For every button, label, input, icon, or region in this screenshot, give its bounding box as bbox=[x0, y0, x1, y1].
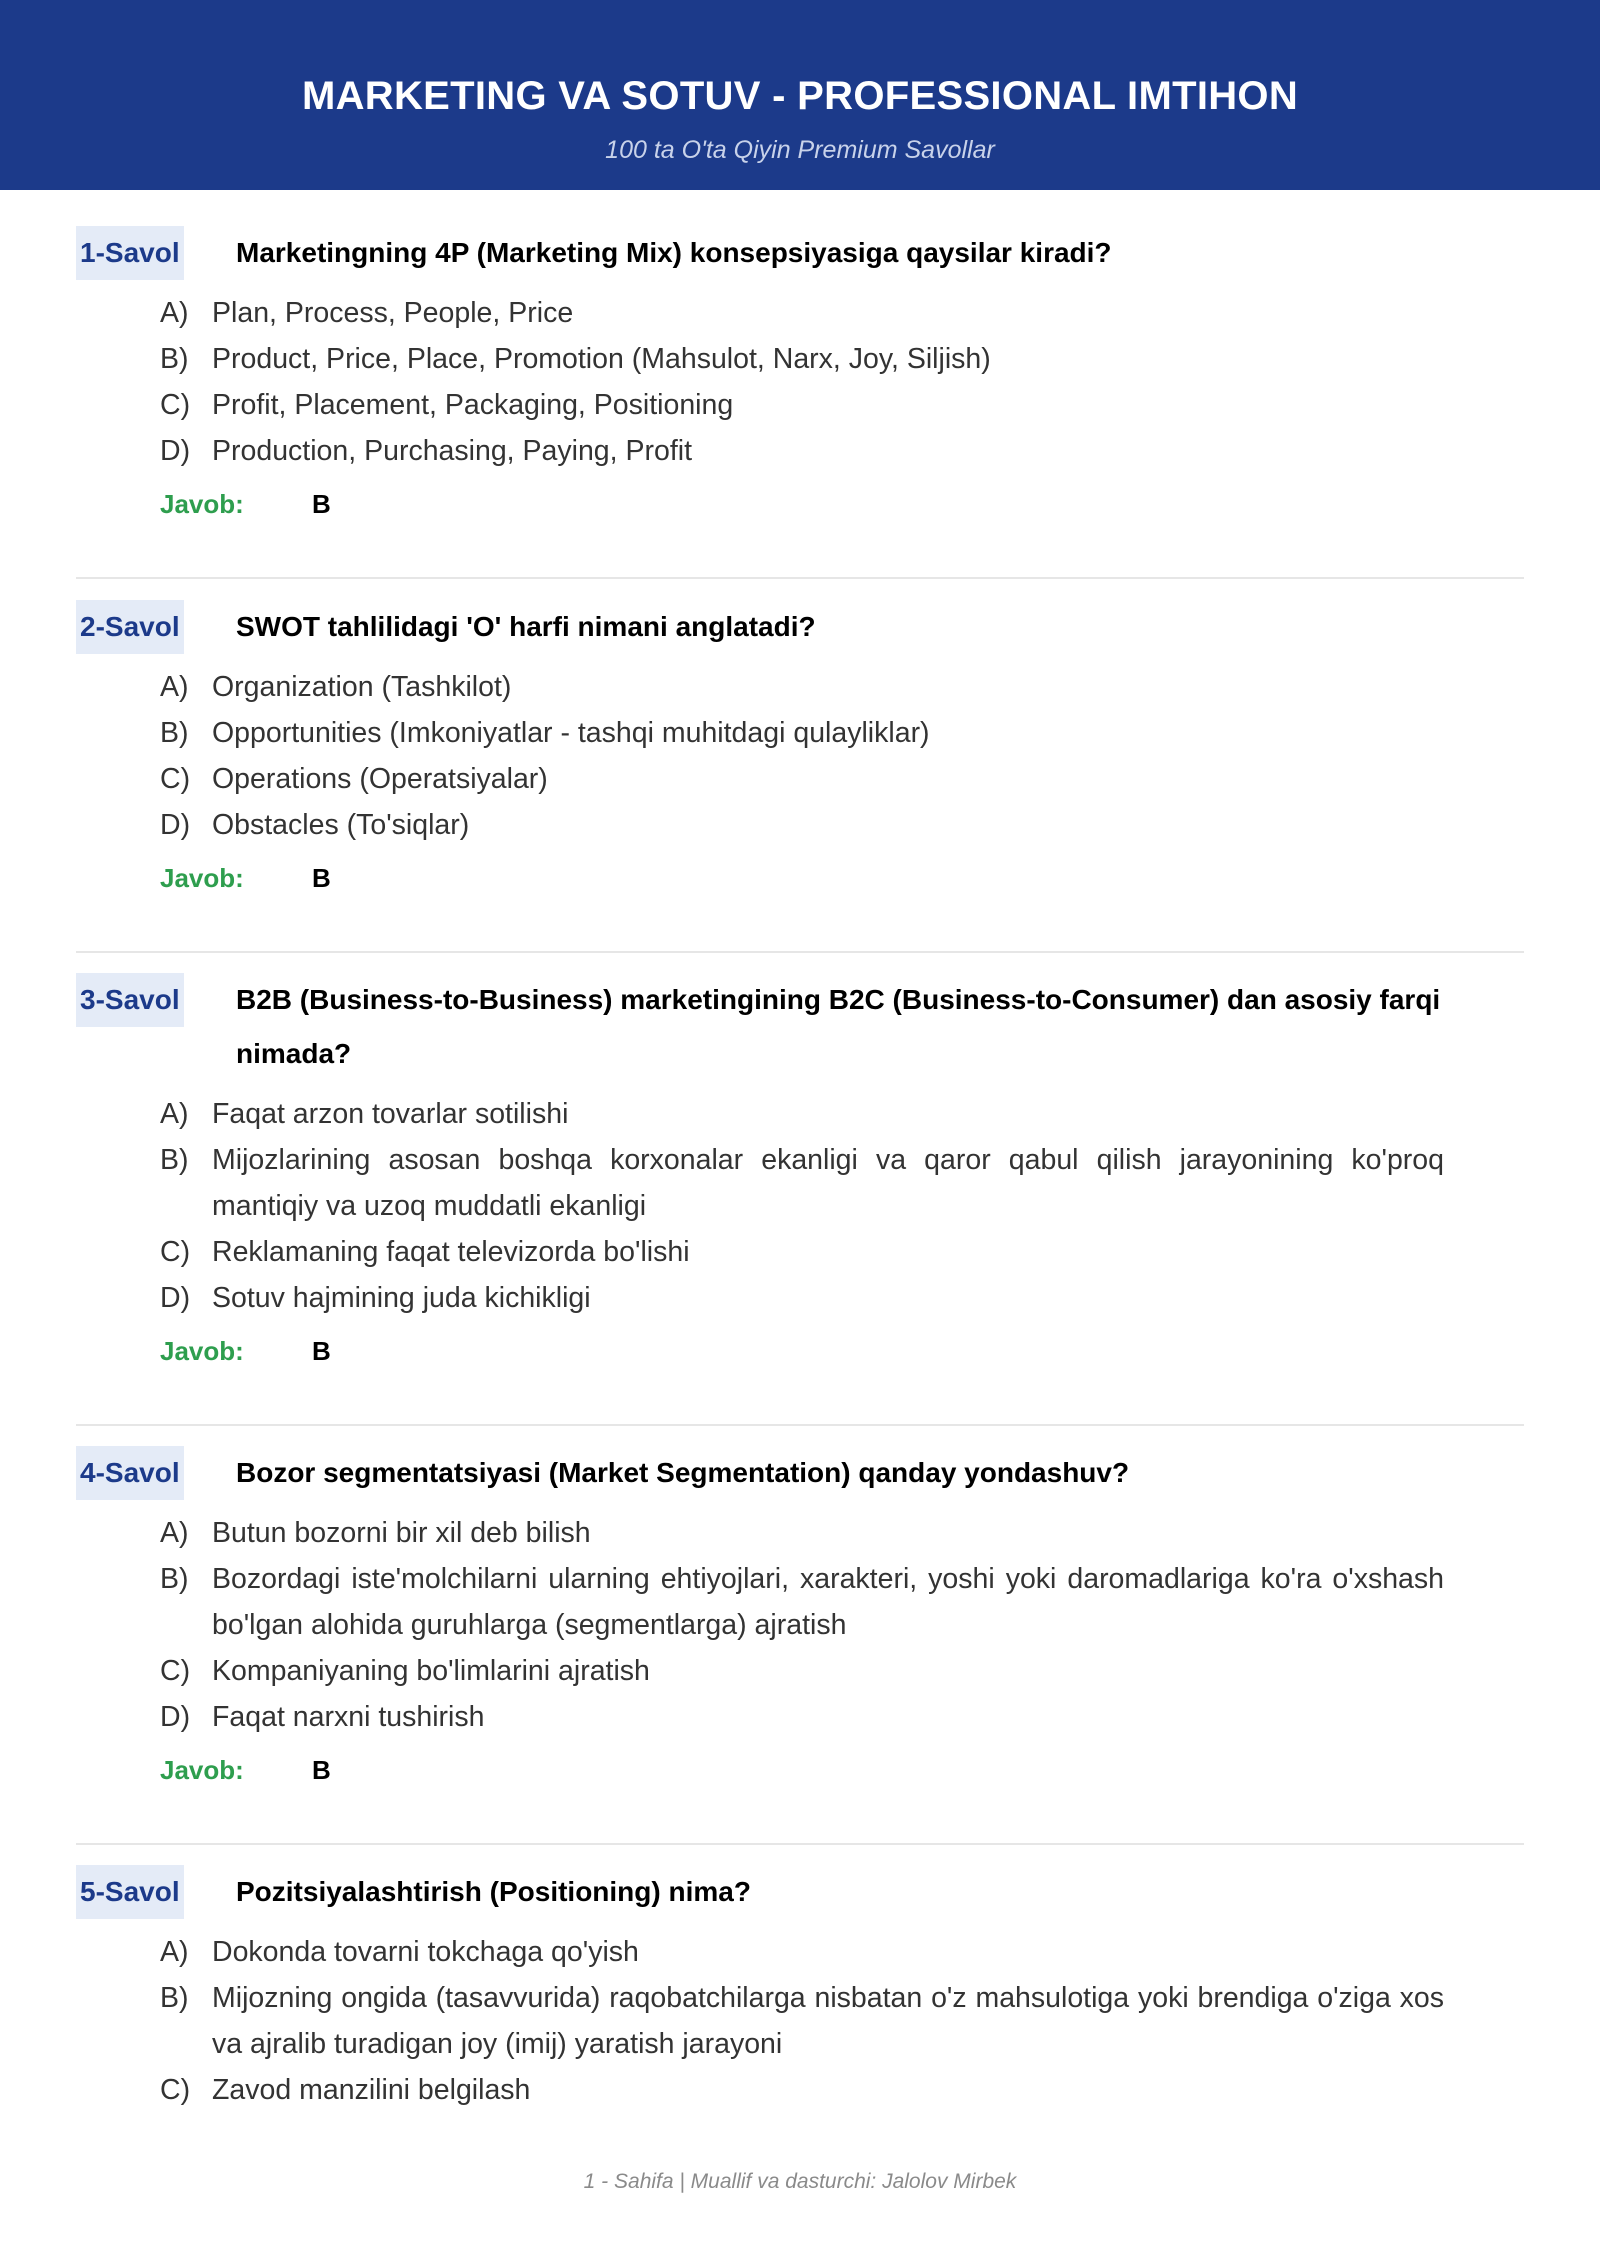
option-text: Kompaniyaning bo'limlarini ajratish bbox=[212, 1655, 650, 1687]
option-text: Operations (Operatsiyalar) bbox=[212, 763, 548, 795]
option-text: Dokonda tovarni tokchaga qo'yish bbox=[212, 1936, 639, 1968]
option-item bbox=[76, 2067, 1524, 2113]
question-block bbox=[76, 1865, 1524, 2113]
option-item bbox=[76, 336, 1524, 382]
option-text: Obstacles (To'siqlar) bbox=[212, 809, 470, 841]
page-footer: 1 - Sahifa | Muallif va dasturchi: Jalolov Mirbek bbox=[583, 2170, 1017, 2193]
option-letter: B) bbox=[160, 1563, 189, 1595]
option-text: Mijozlarining asosan boshqa korxonalar ekanligi va qaror qabul qilish jarayonining ko'proq mantiqiy va uzoq muddatli ekanligi bbox=[212, 1144, 1444, 1222]
option-item bbox=[76, 1694, 1524, 1740]
question-text: B2B (Business-to-Business) marketingining B2C (Business-to-Consumer) dan asosiy farqi nimada? bbox=[236, 984, 1441, 1069]
option-text: Opportunities (Imkoniyatlar - tashqi muhitdagi qulayliklar) bbox=[212, 717, 930, 749]
option-letter: A) bbox=[160, 297, 189, 329]
option-letter: B) bbox=[160, 717, 189, 749]
document-subtitle: 100 ta O'ta Qiyin Premium Savollar bbox=[605, 136, 995, 164]
answer-label: Javob: bbox=[160, 1755, 244, 1785]
answer-row bbox=[76, 1328, 1524, 1374]
option-item bbox=[76, 802, 1524, 848]
option-item bbox=[76, 664, 1524, 710]
answer-value: B bbox=[312, 489, 331, 519]
option-letter: A) bbox=[160, 1936, 189, 1968]
question-text: Marketingning 4P (Marketing Mix) konsepsiyasiga qaysilar kiradi? bbox=[236, 237, 1112, 268]
option-letter: A) bbox=[160, 1517, 189, 1549]
option-item bbox=[76, 710, 1524, 756]
divider bbox=[76, 1424, 1524, 1426]
question-number-badge: 5-Savol bbox=[76, 1865, 184, 1919]
answer-label: Javob: bbox=[160, 489, 244, 519]
question-number-badge: 4-Savol bbox=[76, 1446, 184, 1500]
answer-value: B bbox=[312, 1336, 331, 1366]
option-text: Plan, Process, People, Price bbox=[212, 297, 574, 329]
option-item bbox=[76, 382, 1524, 428]
document-title: MARKETING VA SOTUV - PROFESSIONAL IMTIHON bbox=[301, 74, 1299, 118]
question-text: Bozor segmentatsiyasi (Market Segmentation) qanday yondashuv? bbox=[236, 1457, 1130, 1488]
answer-value: B bbox=[312, 1755, 331, 1785]
option-text: Zavod manzilini belgilash bbox=[212, 2074, 531, 2106]
option-text: Mijozning ongida (tasavvurida) raqobatchilarga nisbatan o'z mahsulotiga yoki brendiga o'ziga xos va ajralib turadigan joy (imij) yaratish jarayoni bbox=[212, 1982, 1444, 2060]
option-letter: C) bbox=[160, 763, 191, 795]
answer-row bbox=[76, 1747, 1524, 1793]
question-number-badge: 1-Savol bbox=[76, 226, 184, 280]
option-item bbox=[76, 1229, 1524, 1275]
option-item bbox=[76, 1929, 1524, 1975]
answer-value: B bbox=[312, 863, 331, 893]
option-item bbox=[76, 1648, 1524, 1694]
question-number-badge: 3-Savol bbox=[76, 973, 184, 1027]
options-list bbox=[76, 664, 1524, 848]
option-item bbox=[76, 1975, 1524, 2067]
option-letter: C) bbox=[160, 1655, 191, 1687]
option-letter: D) bbox=[160, 1282, 191, 1314]
option-text: Faqat narxni tushirish bbox=[212, 1701, 485, 1733]
option-text: Product, Price, Place, Promotion (Mahsulot, Narx, Joy, Siljish) bbox=[212, 343, 991, 375]
option-text: Faqat arzon tovarlar sotilishi bbox=[212, 1098, 569, 1130]
option-letter: A) bbox=[160, 1098, 189, 1130]
question-block bbox=[76, 600, 1524, 901]
option-letter: A) bbox=[160, 671, 189, 703]
option-letter: B) bbox=[160, 343, 189, 375]
options-list bbox=[76, 1091, 1524, 1321]
option-letter: B) bbox=[160, 1144, 189, 1176]
option-item bbox=[76, 1091, 1524, 1137]
option-text: Sotuv hajmining juda kichikligi bbox=[212, 1282, 591, 1314]
answer-row bbox=[76, 855, 1524, 901]
option-letter: D) bbox=[160, 809, 191, 841]
option-item bbox=[76, 1275, 1524, 1321]
options-list bbox=[76, 290, 1524, 474]
divider bbox=[76, 577, 1524, 579]
option-letter: C) bbox=[160, 2074, 191, 2106]
question-block bbox=[76, 226, 1524, 527]
answer-label: Javob: bbox=[160, 863, 244, 893]
option-letter: C) bbox=[160, 389, 191, 421]
option-item bbox=[76, 290, 1524, 336]
options-list bbox=[76, 1929, 1524, 2113]
option-text: Organization (Tashkilot) bbox=[212, 671, 512, 703]
question-text: Pozitsiyalashtirish (Positioning) nima? bbox=[236, 1876, 751, 1907]
option-text: Profit, Placement, Packaging, Positioning bbox=[212, 389, 734, 421]
question-text: SWOT tahlilidagi 'O' harfi nimani anglatadi? bbox=[236, 611, 816, 642]
question-number-badge: 2-Savol bbox=[76, 600, 184, 654]
answer-row bbox=[76, 481, 1524, 527]
option-item bbox=[76, 756, 1524, 802]
option-item bbox=[76, 428, 1524, 474]
divider bbox=[76, 951, 1524, 953]
options-list bbox=[76, 1510, 1524, 1740]
option-item bbox=[76, 1510, 1524, 1556]
answer-label: Javob: bbox=[160, 1336, 244, 1366]
option-letter: C) bbox=[160, 1236, 191, 1268]
option-item bbox=[76, 1556, 1524, 1648]
option-letter: D) bbox=[160, 435, 191, 467]
question-block bbox=[76, 1446, 1524, 1793]
option-letter: B) bbox=[160, 1982, 189, 2014]
page-header bbox=[0, 0, 1600, 190]
option-text: Bozordagi iste'molchilarni ularning ehtiyojlari, xarakteri, yoshi yoki daromadlariga ko'ra o'xshash bo'lgan alohida guruhlarga (segmentlarga) ajratish bbox=[212, 1563, 1444, 1641]
question-block bbox=[76, 973, 1524, 1374]
option-text: Reklamaning faqat televizorda bo'lishi bbox=[212, 1236, 690, 1268]
option-item bbox=[76, 1137, 1524, 1229]
option-letter: D) bbox=[160, 1701, 191, 1733]
divider bbox=[76, 1843, 1524, 1845]
option-text: Production, Purchasing, Paying, Profit bbox=[212, 435, 693, 467]
option-text: Butun bozorni bir xil deb bilish bbox=[212, 1517, 591, 1549]
